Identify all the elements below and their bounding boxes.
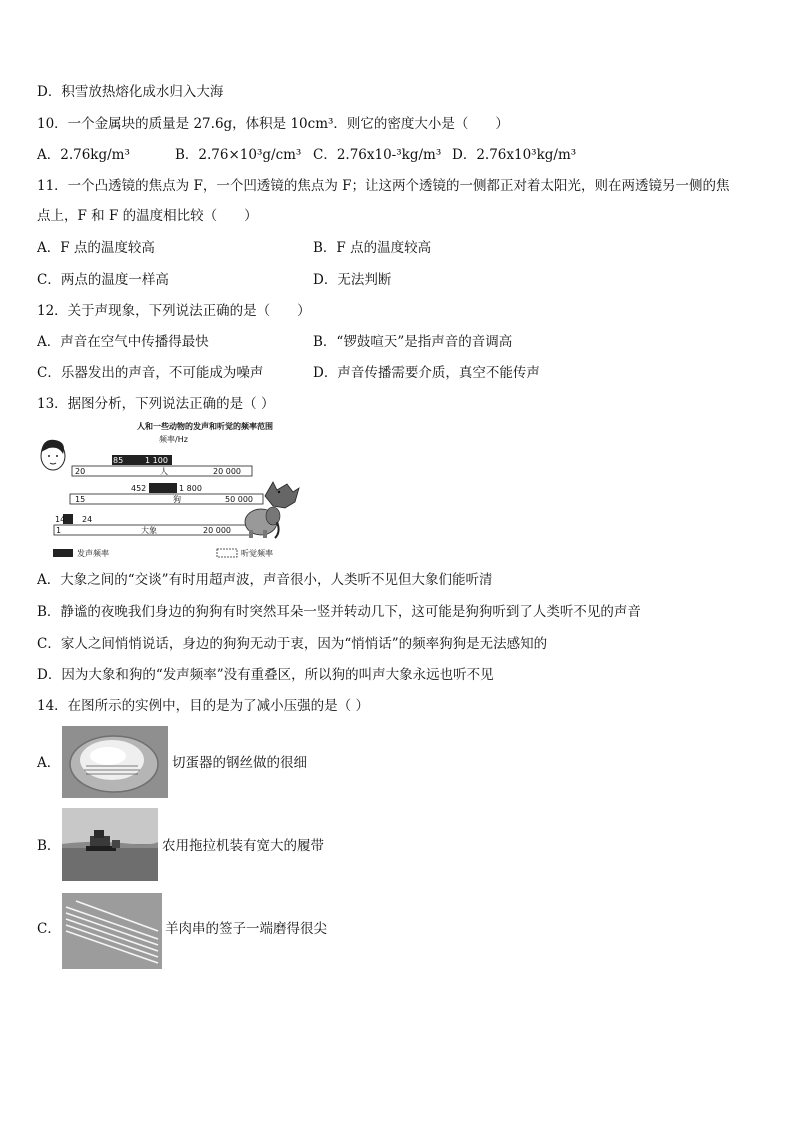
elephant-label: 大象 <box>141 526 157 535</box>
human-label: 人 <box>160 467 168 476</box>
q14-option-b-text: 农用拖拉机装有宽大的履带 <box>162 838 324 854</box>
q10-stem: 10．一个金属块的质量是 27.6g，体积是 10cm³．则它的密度大小是（ ） <box>37 116 509 132</box>
human-hear-max: 20 000 <box>213 467 241 476</box>
figure-unit: 频率/Hz <box>159 435 188 444</box>
q10-option-c: C．2.76x10-³kg/m³ <box>313 147 442 163</box>
dog-voice-max: 1 800 <box>179 484 202 493</box>
q14-option-c-text: 羊肉串的签子一端磨得很尖 <box>165 921 327 937</box>
legend-hear-label: 听觉频率 <box>241 549 273 558</box>
q12-option-c: C．乐器发出的声音，不可能成为噪声 <box>37 365 264 381</box>
human-voice-max: 1 100 <box>145 456 168 465</box>
tractor-photo <box>62 808 158 881</box>
elephant-icon <box>245 507 280 538</box>
elephant-voice-min: 14 <box>55 515 66 524</box>
q11-option-b: B．F 点的温度较高 <box>313 240 432 256</box>
frequency-range-figure <box>37 418 302 563</box>
elephant-hear-max: 20 000 <box>203 526 231 535</box>
q13-option-b: B．静谧的夜晚我们身边的狗狗有时突然耳朵一竖并转动几下，这可能是狗狗听到了人类听不见的声音 <box>37 604 641 620</box>
q9-option-d: D．积雪放热熔化成水归入大海 <box>37 84 224 100</box>
figure-title: 人和一些动物的发声和听觉的频率范围 <box>137 422 273 431</box>
q11-option-a: A．F 点的温度较高 <box>37 240 155 256</box>
q13-option-a: A．大象之间的“交谈”有时用超声波，声音很小，人类听不见但大象们能听清 <box>37 572 493 588</box>
legend-hear-swatch <box>217 549 237 557</box>
elephant-voice-max: 24 <box>82 515 93 524</box>
q12-stem: 12．关于声现象，下列说法正确的是（ ） <box>37 303 311 319</box>
q13-stem: 13．据图分析，下列说法正确的是（ ） <box>37 396 275 412</box>
q14-option-c-letter: C． <box>37 921 61 937</box>
q12-option-d: D．声音传播需要介质，真空不能传声 <box>313 365 540 381</box>
q10-option-b: B．2.76×10³g/cm³ <box>175 147 302 163</box>
human-hear-min: 20 <box>75 467 86 476</box>
egg-slicer-photo <box>62 726 168 798</box>
dog-icon <box>265 482 299 508</box>
dog-label: 狗 <box>173 495 181 504</box>
legend-voice-label: 发声频率 <box>77 549 109 558</box>
q11-stem-line2: 点上，F 和 F 的温度相比较（ ） <box>37 208 258 224</box>
q13-option-c: C．家人之间悄悄说话，身边的狗狗无动于衷，因为“悄悄话”的频率狗狗是无法感知的 <box>37 636 548 652</box>
q14-option-b-letter: B． <box>37 838 61 854</box>
human-voice-min: 85 <box>113 456 124 465</box>
q13-option-d: D．因为大象和狗的“发声频率”没有重叠区，所以狗的叫声大象永远也听不见 <box>37 667 494 683</box>
q14-option-a-text: 切蛋器的钢丝做的很细 <box>172 755 307 771</box>
dog-hear-max: 50 000 <box>225 495 253 504</box>
dog-voice-min: 452 <box>131 484 147 493</box>
human-face-icon <box>41 440 65 470</box>
q11-option-d: D．无法判断 <box>313 272 392 288</box>
q10-option-d: D．2.76x10³kg/m³ <box>452 147 577 163</box>
q11-stem-line1: 11．一个凸透镜的焦点为 F，一个凹透镜的焦点为 F；让这两个透镜的一侧都正对着太阳光，则在两透镜另一侧的焦 <box>37 178 730 194</box>
q12-option-a: A．声音在空气中传播得最快 <box>37 334 209 350</box>
dog-hear-min: 15 <box>75 495 86 504</box>
dog-voice-bar <box>149 483 177 493</box>
legend-voice-swatch <box>53 549 73 557</box>
q14-option-a-letter: A． <box>37 755 61 771</box>
q10-option-a: A．2.76kg/m³ <box>37 147 130 163</box>
skewers-photo <box>62 893 162 969</box>
q14-stem: 14．在图所示的实例中，目的是为了减小压强的是（ ） <box>37 698 369 714</box>
q12-option-b: B．“锣鼓喧天”是指声音的音调高 <box>313 334 513 350</box>
q11-option-c: C．两点的温度一样高 <box>37 272 169 288</box>
elephant-hear-min: 1 <box>56 526 62 535</box>
